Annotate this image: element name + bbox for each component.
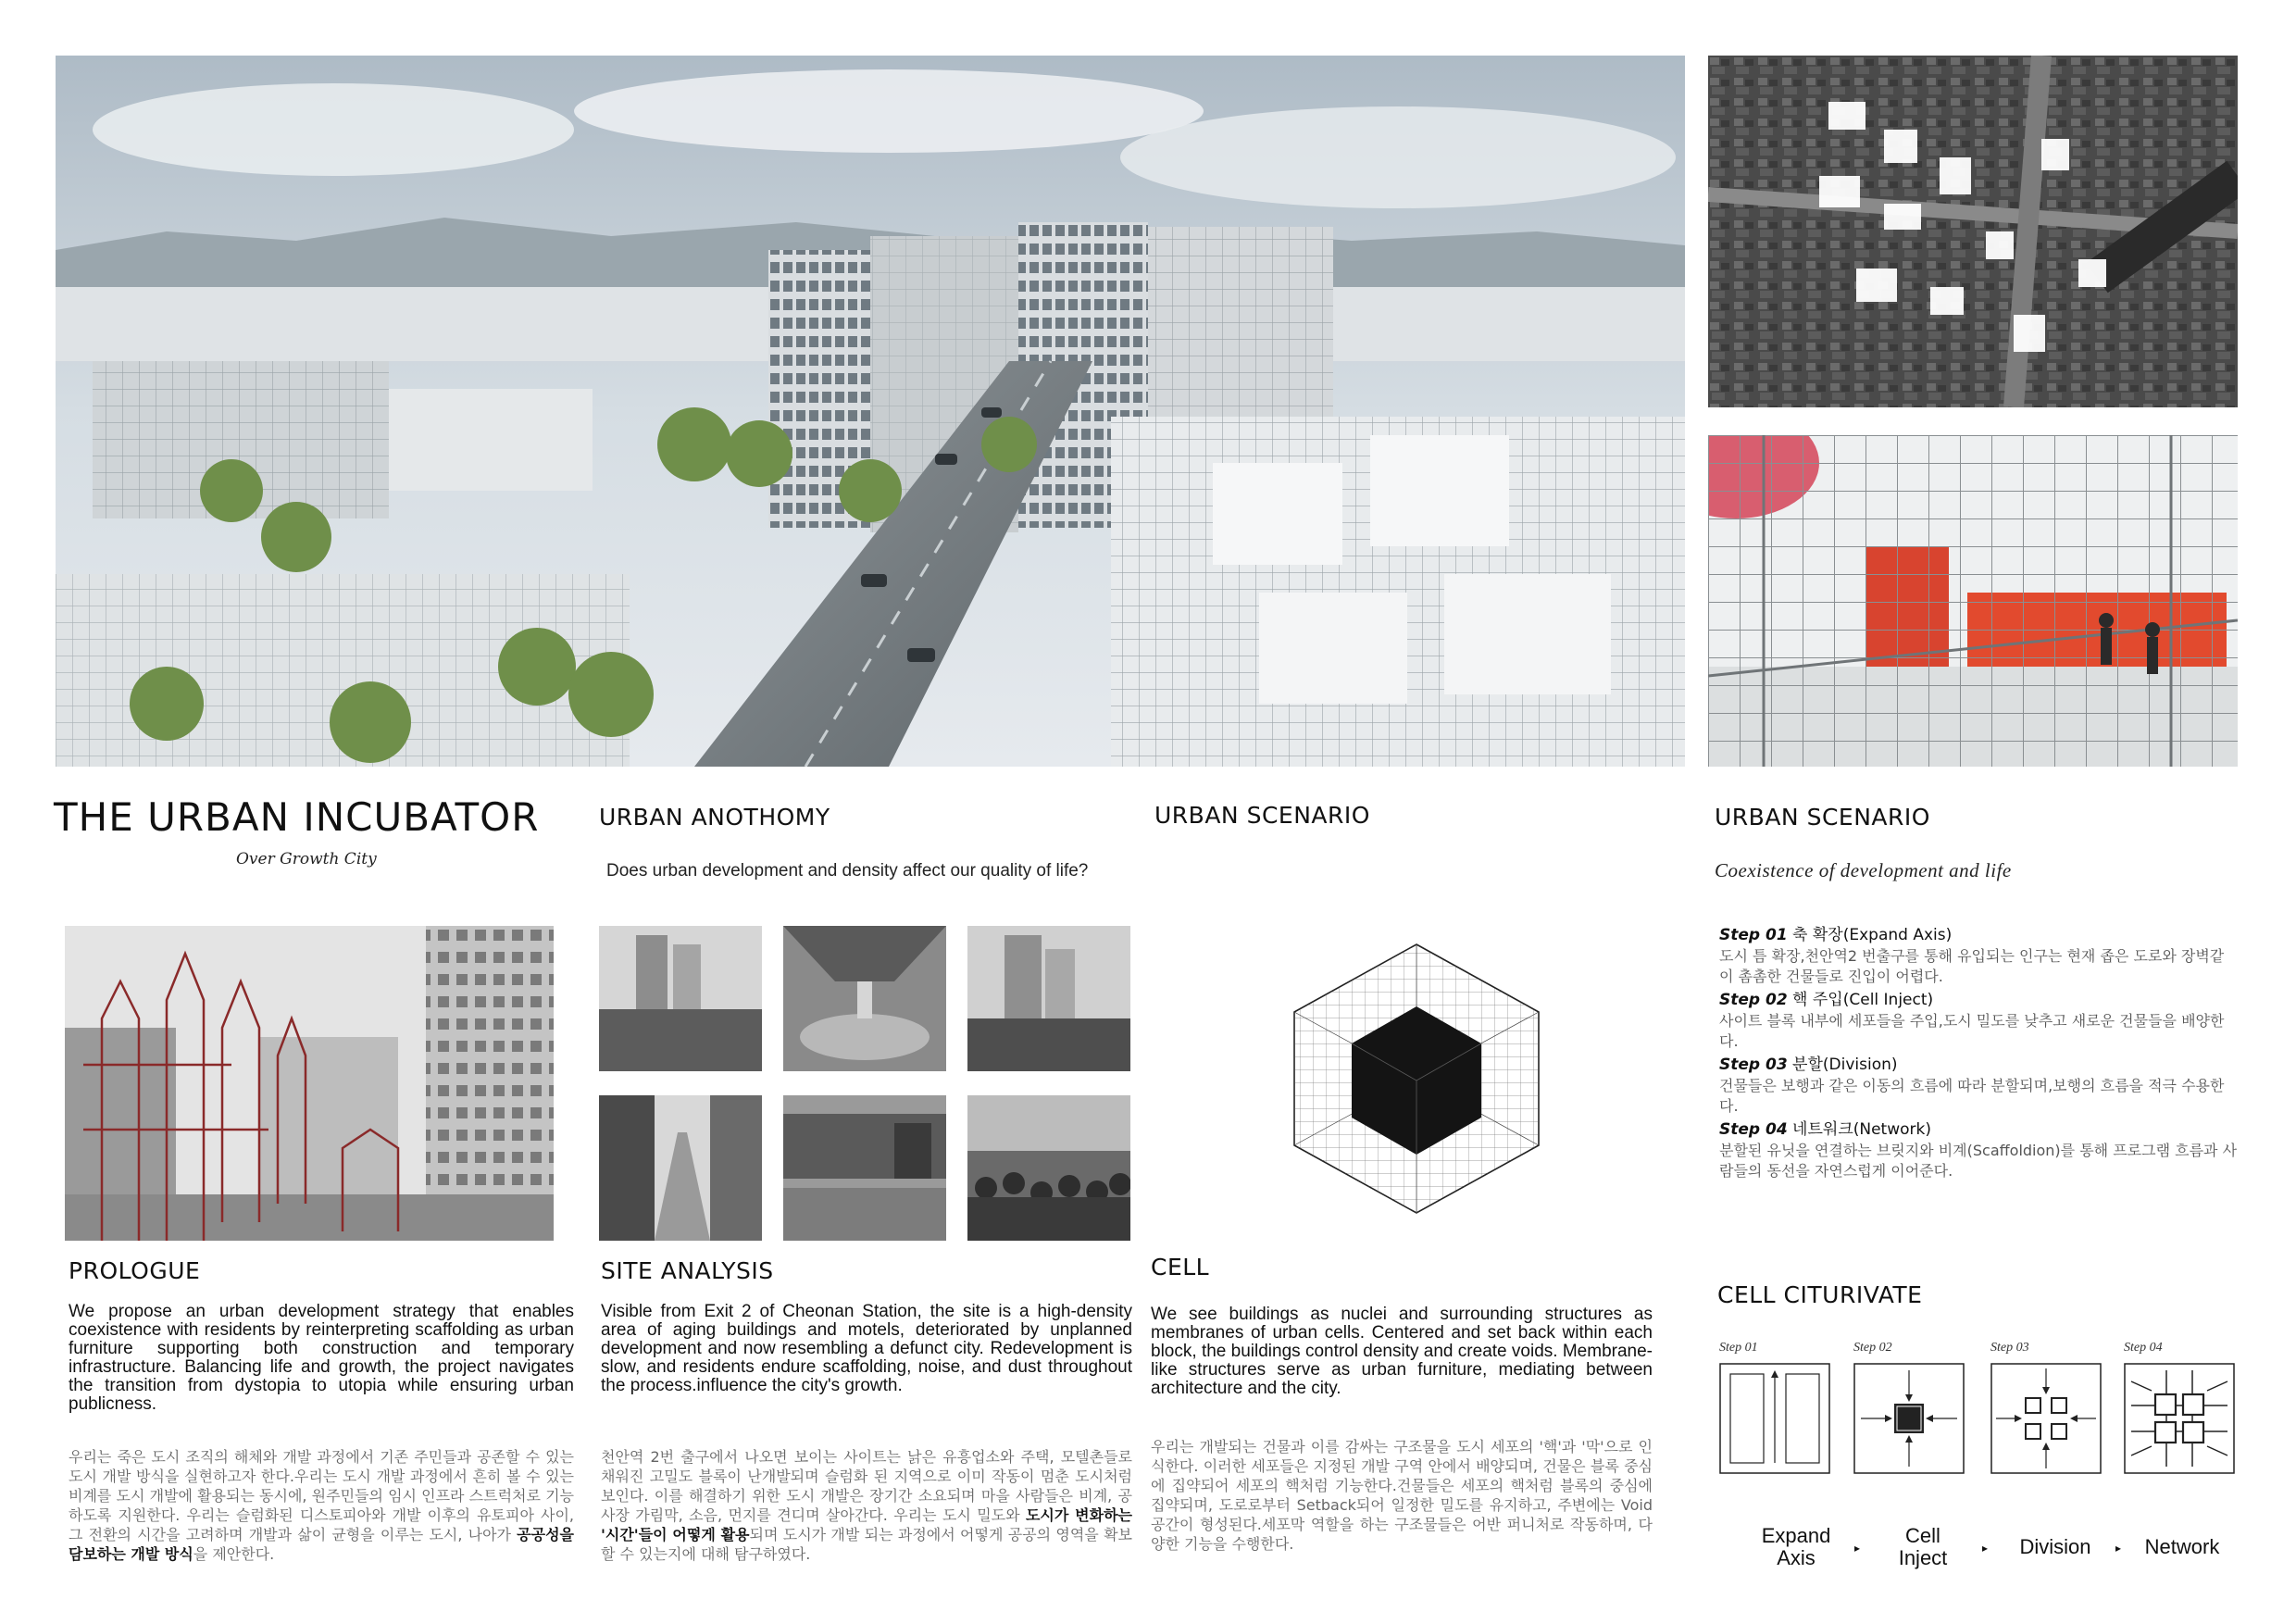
site-photo-4 <box>599 1095 762 1241</box>
flow-step-division <box>2004 1536 2106 1558</box>
prologue-text-ko <box>69 1447 574 1564</box>
site-analysis-text-ko <box>601 1447 1132 1564</box>
cell-cube-diagram <box>1287 940 1546 1218</box>
site-photo-5 <box>783 1095 946 1241</box>
step-description: 사이트 블록 내부에 세포들을 주입,도시 밀도를 낮추고 새로운 건물들을 배양한다. <box>1719 1012 2225 1050</box>
step-heading: 핵 주입(Cell Inject) <box>1787 991 1934 1009</box>
prologue-ko-emphasis: 공공성을 담보하는 개발 방식 <box>69 1526 574 1563</box>
flow-label-line1: Division <box>2019 1535 2091 1558</box>
prologue-ko-part2: 을 제안한다. <box>193 1545 275 1563</box>
cell-title: CELL <box>1151 1254 1210 1280</box>
step-number: Step 01 <box>1719 926 1788 944</box>
citurivate-step-label-2: Step 02 <box>1853 1341 1892 1355</box>
citurivate-diagram-4 <box>2124 1363 2235 1474</box>
flow-label-line1: Expand <box>1761 1524 1831 1547</box>
step-item <box>1719 989 2238 1052</box>
scaffold-photo-image <box>1708 435 2238 767</box>
step-description: 건물들은 보행과 같은 이동의 흐름에 따라 분할되며,보행의 흐름을 적극 수용한다. <box>1719 1077 2225 1115</box>
site-ko-part1: 천안역 2번 출구에서 나오면 보이는 사이트는 낡은 유흥업소와 주택, 모텔촌들로 채워진 고밀도 블록이 난개발되며 슬럼화 된 지역으로 이미 작동이 멈춘 도시처럼 보인다. 이를 해결하기 위한 도시 개발은 장기간 소요되며 마을 사람들은 비계, 공사장 가림막, 소음, 먼지를 견디며 살아간다. 우리는 도시 밀도와 <box>601 1448 1132 1524</box>
aerial-site-image <box>1708 56 2238 407</box>
site-ko-emphasis: 도시가 변화하는 '시간'들이 어떻게 활용 <box>601 1506 1132 1543</box>
urban-scenario-title-center: URBAN SCENARIO <box>1154 802 1370 829</box>
urban-anothomy-question: Does urban development and density affect our quality of life? <box>606 861 1089 881</box>
step-item <box>1719 924 2238 987</box>
flow-label-line1: Network <box>2144 1535 2220 1558</box>
prologue-sketch-image <box>65 926 554 1241</box>
prologue-title: PROLOGUE <box>69 1257 201 1284</box>
citurivate-step-label-3: Step 03 <box>1990 1341 2029 1355</box>
site-photo-3 <box>967 926 1130 1071</box>
hero-render-image <box>56 56 1685 767</box>
flow-step-cell-inject <box>1881 1525 1965 1569</box>
page-title: THE URBAN INCUBATOR <box>54 794 540 840</box>
step-heading: 축 확장(Expand Axis) <box>1787 926 1953 944</box>
step-number: Step 04 <box>1719 1120 1788 1139</box>
site-analysis-text-en: Visible from Exit 2 of Cheonan Station, the site is a high-density area of aging buildings and motels, deteriorated by unplanned development and now resembling a defunct city. Redevelopment is slow, and residents endure scaffolding, noise, and dust throughout the process.influence the city's growth. <box>601 1302 1132 1395</box>
urban-anothomy-title: URBAN ANOTHOMY <box>599 804 830 831</box>
urban-scenario-subtitle: Coexistence of development and life <box>1715 859 2012 881</box>
cell-text-en: We see buildings as nuclei and surrounding structures as membranes of urban cells. Centered and set back within each block, the buildings control density and create voids. Membrane-like structures serve as urban furniture, mediating between architecture and the city. <box>1151 1305 1653 1398</box>
flow-step-network <box>2131 1536 2233 1558</box>
flow-arrow-icon: ▸ <box>1982 1542 1989 1555</box>
citurivate-step-label-4: Step 04 <box>2124 1341 2163 1355</box>
site-ko-part2: 되며 도시가 개발 되는 과정에서 어떻게 공공의 영역을 확보할 수 있는지에 대해 탐구하였다. <box>601 1526 1132 1563</box>
citurivate-diagram-2 <box>1853 1363 1965 1474</box>
flow-step-expand-axis <box>1750 1525 1842 1569</box>
citurivate-diagram-3 <box>1990 1363 2102 1474</box>
site-photo-1 <box>599 926 762 1071</box>
cell-citurivate-title: CELL CITURIVATE <box>1717 1281 1923 1308</box>
prologue-ko-part1: 우리는 죽은 도시 조직의 해체와 개발 과정에서 기존 주민들과 공존할 수 있는 도시 개발 방식을 실현하고자 한다.우리는 도시 개발 과정에서 흔히 볼 수 있는 비계를 도시 개발에 활용되는 동시에, 원주민들의 임시 인프라 스트럭처로 기능하도록 지원한다. 우리는 슬럼화된 디스토피아와 개발 이후의 유토피아 사이, 그 전환의 시간을 고려하며 개발과 삶이 균형을 이루는 도시, 나아가 <box>69 1448 574 1543</box>
step-heading: 분할(Division) <box>1787 1056 1898 1074</box>
site-photo-2 <box>783 926 946 1071</box>
flow-arrow-icon: ▸ <box>2115 1542 2122 1555</box>
citurivate-diagram-1 <box>1719 1363 1830 1474</box>
cell-text-ko: 우리는 개발되는 건물과 이를 감싸는 구조물을 도시 세포의 '핵'과 '막'으로 인식한다. 이러한 세포들은 지정된 개발 구역 안에서 배양되며, 건물은 블록 중심에 집약되어 세포의 핵처럼 기능한다.건물들은 세포의 핵처럼 블록의 중심에 집약되며, 도로로부터 Setback되어 일정한 밀도를 유지하고, 주변에는 Void 공간이 형성된다.세포막 역할을 하는 구조물들은 어반 퍼니처로 작동하며, 다양한 기능을 수행한다. <box>1151 1438 1653 1553</box>
steps-list <box>1719 924 2238 1181</box>
site-photo-6 <box>967 1095 1130 1241</box>
page-subtitle: Over Growth City <box>236 850 377 868</box>
flow-arrow-icon: ▸ <box>1854 1542 1861 1555</box>
flow-label-line2: Axis <box>1777 1546 1816 1569</box>
urban-scenario-title-right: URBAN SCENARIO <box>1715 804 1930 831</box>
citurivate-step-label-1: Step 01 <box>1719 1341 1758 1355</box>
step-number: Step 03 <box>1719 1056 1788 1074</box>
step-description: 분할된 유닛을 연결하는 브릿지와 비계(Scaffoldion)를 통해 프로그램 흐름과 사람들의 동선을 자연스럽게 이어준다. <box>1719 1142 2238 1180</box>
step-item <box>1719 1118 2238 1181</box>
flow-label-line2: Inject <box>1898 1546 1948 1569</box>
step-heading: 네트워크(Network) <box>1787 1120 1931 1139</box>
site-analysis-title: SITE ANALYSIS <box>601 1257 774 1284</box>
step-number: Step 02 <box>1719 991 1788 1009</box>
step-item <box>1719 1054 2238 1117</box>
step-description: 도시 틈 확장,천안역2 번출구를 통해 유입되는 인구는 현재 좁은 도로와 장벽같이 촘촘한 건물들로 진입이 어렵다. <box>1719 947 2225 985</box>
prologue-text-en: We propose an urban development strategy that enables coexistence with residents by reinterpreting scaffolding as urban furniture supporting both construction and temporary infrastructure. Balancing life and growth, the project navigates the transition from dystopia to utopia while ensuring urban publicness. <box>69 1302 574 1414</box>
flow-label-line1: Cell <box>1905 1524 1940 1547</box>
